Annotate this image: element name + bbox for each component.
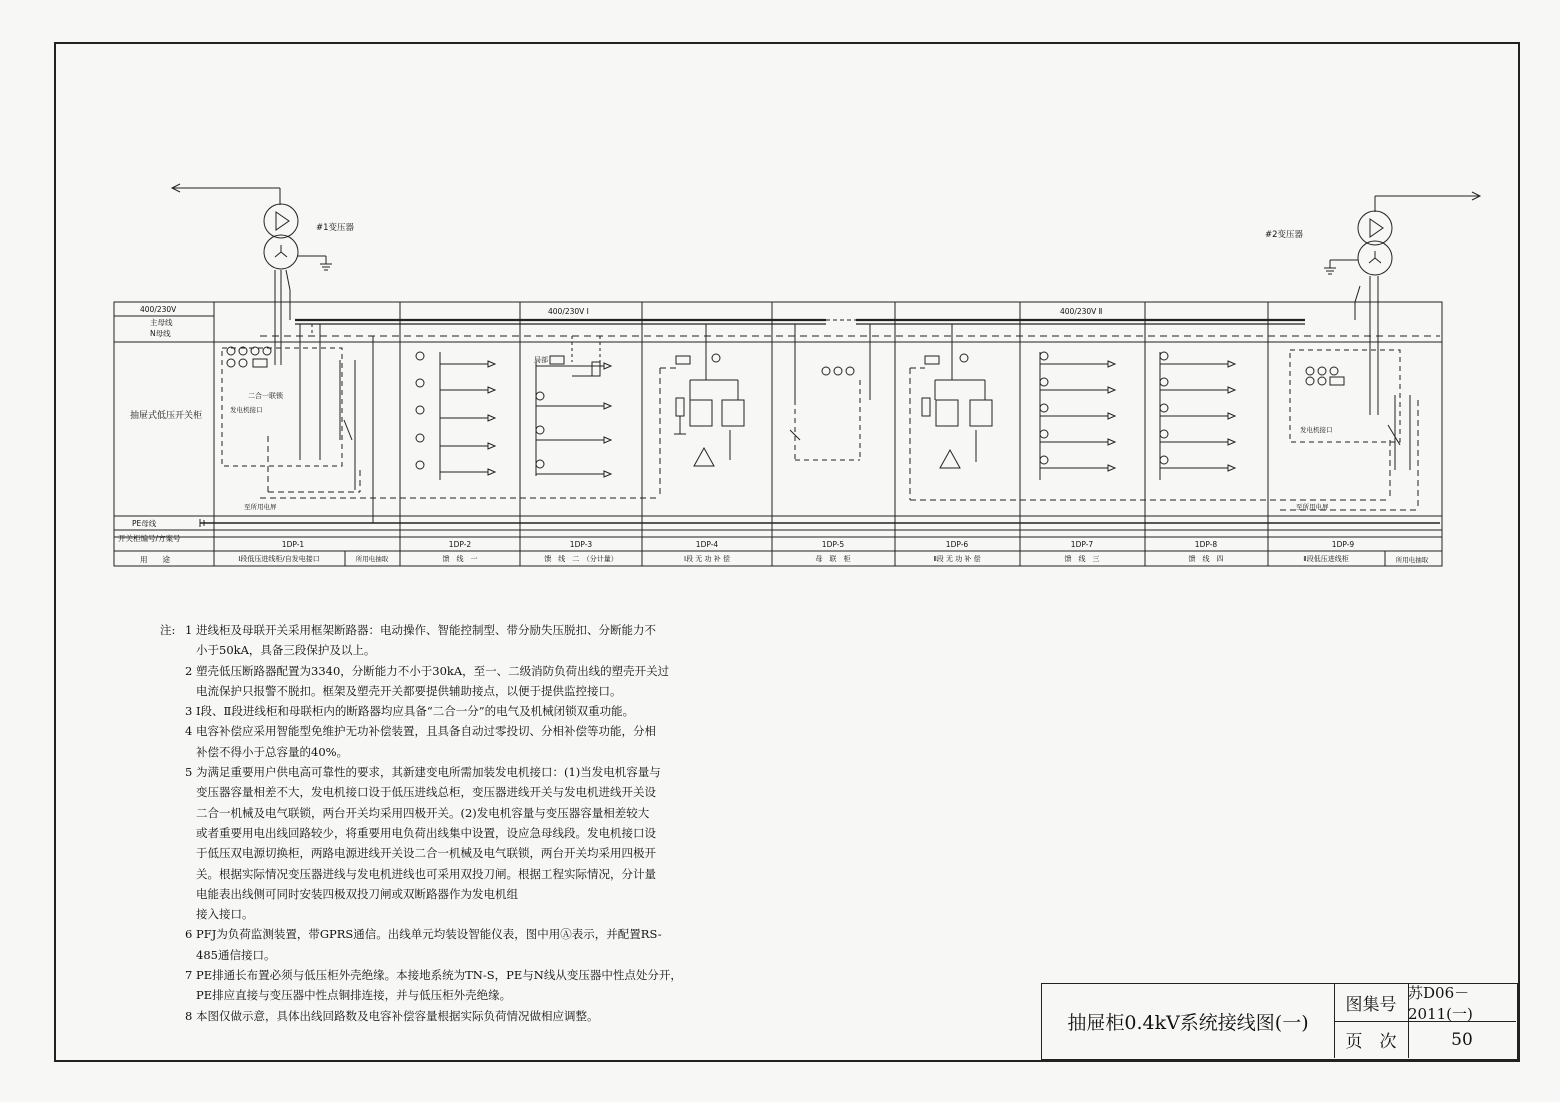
panel-usage-8: 馈 线 四 [1188,555,1224,563]
panel-usage-7: 馈 线 三 [1064,555,1100,563]
cabinet-type-label: 抽屉式低压开关柜 [130,411,203,421]
drawing-title: 抽屉柜0.4kV系统接线图(一) [1042,984,1335,1058]
transformer-1-label: #1变压器 [316,223,355,233]
note-line: 或者重要用电出线回路较少，将重要用电负荷出线集中设置，设应急母线段。发电机接口设 [196,825,656,840]
bus-two-label: 400/230V Ⅱ [1060,307,1103,316]
note-line: PFJ为负荷监测装置，带GPRS通信。出线单元均装设智能仪表，图中用Ⓐ表示，并配置RS- [196,927,662,942]
panel-usage-5: 母 联 柜 [815,555,851,563]
title-block [1041,983,1518,1060]
note-line: 电能表出线侧可同时安装四极双投刀闸或双断路器作为发电机组 [196,886,518,901]
pe-bus-label: PE母线 [132,519,157,528]
note-item [160,661,720,702]
bus-one-label: 400/230V Ⅰ [548,307,589,316]
note-line: 本图仅做示意，具体出线回路数及电容补偿容量根据实际负荷情况做相应调整。 [196,1008,599,1023]
note-number: 6 [185,927,193,942]
note-number: 1 [185,623,193,637]
panel-id-4: 1DP-4 [695,540,719,549]
transformer-2-primary [1358,211,1392,245]
row-cabinet-label: 开关柜编号/方案号 [118,534,181,543]
note-line: 为满足重要用户供电高可靠性的要求，其新建变电所需加装发电机接口：(1)当发电机容量与 [196,765,661,780]
panel-id-8: 1DP-8 [1194,540,1218,549]
panel-usage-6: Ⅱ段 无 功 补 偿 [933,555,981,563]
note-item [160,620,720,661]
header-main-bus: 主母线 [150,318,173,327]
panel-id-5: 1DP-5 [821,540,845,549]
note-line: 进线柜及母联开关采用框架断路器：电动操作、智能控制型、带分励失压脱扣、分断能力不 [196,623,656,637]
note-line: 变压器容量相差不大，发电机接口设于低压进线总柜，变压器进线开关与发电机进线开关设 [196,785,656,800]
notes-section [160,620,720,1026]
panel-id-2: 1DP-2 [448,540,472,549]
transformer-1-primary [264,204,298,238]
panel-usage-1b: 所用电抽取 [355,555,389,563]
note-number: 8 [185,1008,193,1023]
panel-usage-4: Ⅰ段 无 功 补 偿 [684,555,730,563]
note-item [160,965,720,1006]
note-number: 2 [185,663,193,678]
note-item [160,924,720,965]
aux-feed-right: 至所用电屏 [1296,503,1329,511]
panel4-compensation [260,324,744,498]
note-line: 接入接口。 [196,907,254,922]
panel-id-1: 1DP-1 [281,540,305,549]
note-number: 7 [185,968,193,983]
note-line: 补偿不得小于总容量的40%。 [196,744,349,759]
note-item [160,1006,720,1026]
note-line: 塑壳低压断路器配置为3340，分断能力不小于30kA，至一、二级消防负荷出线的塑壳开关过 [196,663,670,678]
note-line: 小于50kA，具备三段保护及以上。 [196,643,376,658]
gen-interface-right: 发电机接口 [1300,426,1333,434]
page-number-label: 页 次 [1334,1021,1409,1058]
note-line: 关。根据实际情况变压器进线与发电机进线也可采用双投刀闸。根据工程实际情况，分计量 [196,866,656,881]
note-line: PE排通长布置必须与低压柜外壳绝缘。本接地系统为TN-S，PE与N线从变压器中性点处分开， [196,968,682,983]
note-item [160,701,720,721]
panel-usage-2: 馈 线 一 [442,555,478,563]
panel-id-9: 1DP-9 [1331,540,1355,549]
note-number: 3 [185,704,193,719]
note-line: 电流保护只报警不脱扣。框架及塑壳开关都要提供辅助接点，以便于提供监控接口。 [196,683,622,698]
transformer-2-label: #2变压器 [1265,230,1304,240]
atlas-number-value: 苏D06－2011(一) [1408,984,1516,1022]
aux-feed-left: 至所用电屏 [244,503,277,511]
row-usage-label: 用 途 [140,555,170,564]
panel-usage-3: 馈 线 二 （分计量） [544,555,618,563]
page-number-value: 50 [1451,1029,1473,1050]
panel5-tie [790,320,870,460]
note-item [160,721,720,762]
note-number: 5 [185,765,193,780]
panel1-meters [227,347,271,367]
atlas-number-label: 图集号 [1334,984,1409,1022]
notes-list [160,620,720,1026]
note-item [160,762,720,924]
note-line: 485通信接口。 [196,947,276,962]
panel-usage-9b: 所用电抽取 [1395,556,1429,564]
panel8-feeders [1160,352,1235,480]
note-line: Ⅰ段、Ⅱ段进线柜和母联柜内的断路器均应具备“二合一分”的电气及机械闭锁双重功能。 [196,704,635,719]
header-n-bus: N母线 [150,329,171,338]
panel7-feeders [1040,352,1115,480]
panel-id-6: 1DP-6 [945,540,969,549]
panel-id-3: 1DP-3 [569,540,593,549]
note-number: 4 [185,724,193,739]
meter-label: 局部 [534,356,548,364]
panel-usage-1: Ⅰ段低压进线柜/自发电接口 [238,555,320,563]
header-voltage: 400/230V [140,305,177,314]
panel-id-7: 1DP-7 [1070,540,1094,549]
note-line: 于低压双电源切换柜，两路电源进线开关设二合一机械及电气联锁，两台开关均采用四极开 [196,846,656,861]
interlock-label: 二合一联锁 [248,392,283,400]
notes-heading: 注: [160,623,176,637]
note-line: PE排应直接与变压器中性点铜排连接，并与低压柜外壳绝缘。 [196,988,512,1003]
panel2-feeders [416,352,495,480]
gen-interface-left: 发电机接口 [230,406,263,414]
note-line: 二合一机械及电气联锁，两台开关均采用四极开关。(2)发电机容量与变压器容量相差较大 [196,805,650,820]
panel-usage-9: Ⅱ段低压进线柜 [1303,555,1349,563]
note-line: 电容补偿应采用智能型免维护无功补偿装置，且具备自动过零投切、分相补偿等功能，分相 [196,724,656,739]
